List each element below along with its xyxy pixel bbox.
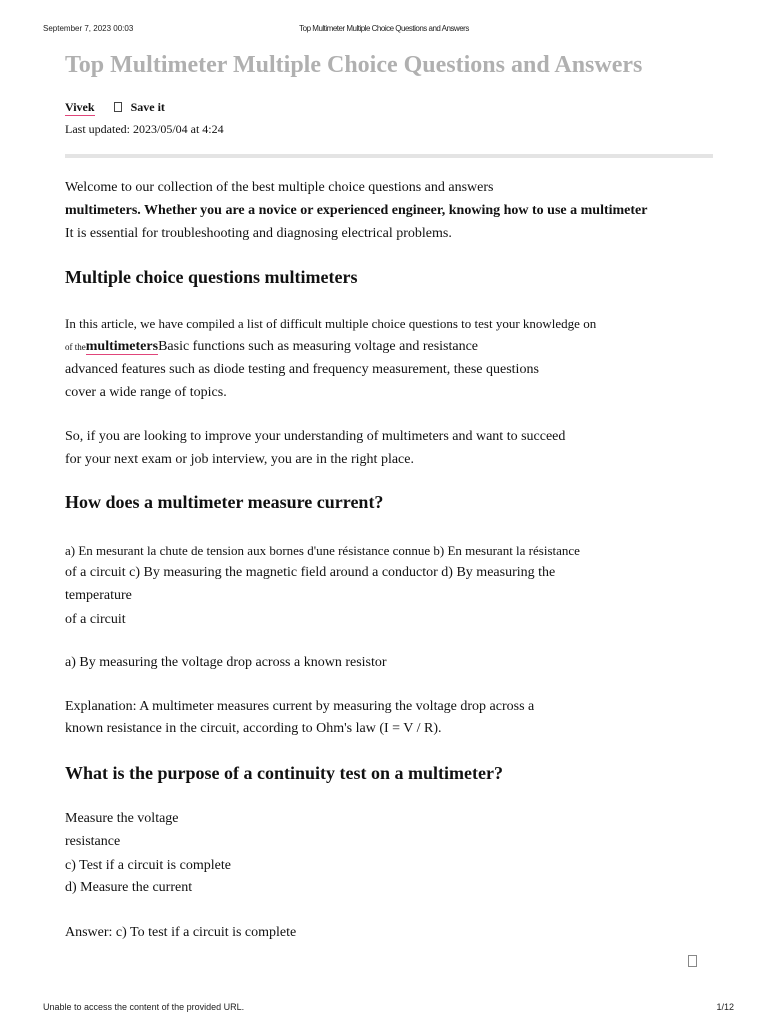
intro-line-3: It is essential for troubleshooting and diagnosing electrical problems.	[65, 226, 452, 241]
s2-option-line-2: of a circuit c) By measuring the magnetic field around a conductor d) By measuring the	[65, 565, 556, 580]
section-heading-continuity-test: What is the purpose of a continuity test on a multimeter?	[65, 763, 503, 783]
article-title: Top Multimeter Multiple Choice Questions and Answers	[65, 52, 643, 78]
s1-p1-line-4: cover a wide range of topics.	[65, 385, 227, 400]
s3-option-line-3: c) Test if a circuit is complete	[65, 858, 231, 873]
s3-answer: Answer: c) To test if a circuit is complete	[65, 925, 297, 940]
s2-option-line-1: a) En mesurant la chute de tension aux bornes d'une résistance connue b) En mesurant la résistance	[65, 543, 580, 558]
s1-p1-line-1: In this article, we have compiled a list of difficult multiple choice questions to test your knowledge on	[65, 316, 597, 331]
s1-p2-line-2: for your next exam or job interview, you are in the right place.	[65, 452, 414, 467]
s1-p1-line-3: advanced features such as diode testing and frequency measurement, these questions	[65, 362, 539, 377]
page-number: 1/12	[716, 1002, 734, 1012]
placeholder-icon	[688, 955, 697, 967]
print-date: September 7, 2023 00:03	[43, 24, 134, 33]
s1-p1-line-2	[65, 339, 478, 355]
s3-option-line-2: resistance	[65, 834, 121, 849]
section-heading-multiple-choice: Multiple choice questions multimeters	[65, 267, 358, 287]
s2-explanation-line-2: known resistance in the circuit, according to Ohm's law (I = V / R).	[65, 721, 442, 736]
s2-option-line-4: of a circuit	[65, 612, 126, 627]
print-title: Top Multimeter Multiple Choice Questions and Answers	[299, 24, 469, 33]
byline	[65, 100, 165, 115]
footer-url-note: Unable to access the content of the provided URL.	[43, 1002, 245, 1012]
s2-option-line-3: temperature	[65, 588, 132, 603]
s1-p1-prefix: of the	[65, 342, 86, 352]
divider	[65, 154, 713, 158]
multimeters-link[interactable]: multimeters	[85, 339, 159, 354]
print-header	[0, 24, 768, 38]
bookmark-icon[interactable]	[114, 102, 122, 112]
s1-p1-rest: Basic functions such as measuring voltage and resistance	[158, 339, 479, 354]
s2-explanation-line-1: Explanation: A multimeter measures current by measuring the voltage drop across a	[65, 699, 535, 714]
last-updated: Last updated: 2023/05/04 at 4:24	[65, 122, 224, 136]
intro-line-1: Welcome to our collection of the best multiple choice questions and answers	[65, 180, 494, 195]
s1-p2-line-1: So, if you are looking to improve your understanding of multimeters and want to succeed	[65, 429, 566, 444]
save-it-button[interactable]: Save it	[130, 100, 165, 114]
author-link[interactable]: Vivek	[65, 100, 95, 114]
s3-option-line-4: d) Measure the current	[65, 880, 193, 895]
intro-line-2: multimeters. Whether you are a novice or experienced engineer, knowing how to use a multimeter	[65, 203, 648, 218]
s3-option-line-1: Measure the voltage	[65, 811, 179, 826]
section-heading-measure-current: How does a multimeter measure current?	[65, 492, 384, 512]
s2-answer: a) By measuring the voltage drop across a known resistor	[65, 655, 387, 670]
